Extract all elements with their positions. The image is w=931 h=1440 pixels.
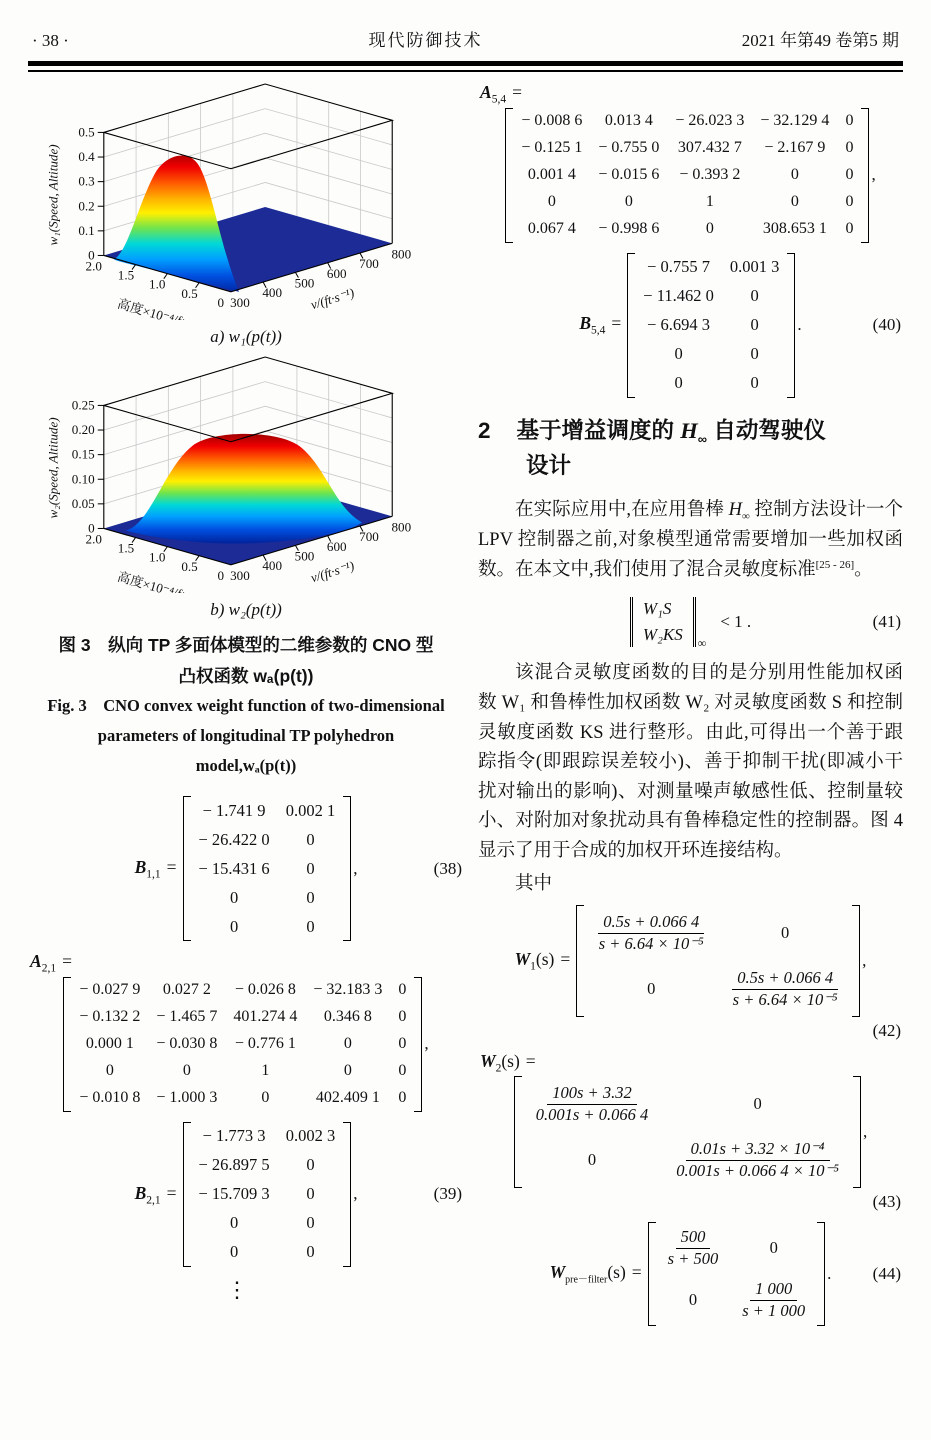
figure3-caption-en-line2: parameters of longitudinal TP polyhedron [97,725,395,745]
matrix-cell: 0.000 1 [85,1035,134,1053]
norm-bar-right [693,597,696,647]
matrix-cell: − 1.000 3 [156,1089,218,1107]
matrix-cell: 0 [306,887,315,907]
equation-number: (42) [872,1020,901,1040]
matrix-A54-label: $A_{5,4}$ = [480,82,522,106]
matrix-cell: 0 [845,193,854,210]
punctuation: , [353,1184,358,1204]
matrix-cell: 0 [845,166,854,183]
matrix-cell: − 26.897 5 [198,1155,270,1175]
matrix-zero: 0 [688,1290,698,1310]
matrix-cell: 0 [261,1089,270,1107]
punctuation: , [424,1034,429,1054]
subplot-a-caption: a) w₁(p(t)) [210,327,282,346]
z-tick: 0.10 [71,471,95,487]
punctuation: . [827,1264,832,1284]
bracket-right [343,1122,351,1267]
issue-info: 2021 年第49 卷第5 期 [741,31,899,50]
matrix-cell: 1 [261,1062,270,1080]
bracket-right [817,1222,825,1326]
surface-plot-b [28,355,464,593]
matrix-cell: − 1.773 3 [202,1126,266,1146]
depth-tick: 0 [217,567,225,583]
punctuation: , [862,1122,868,1142]
v-tick: 700 [359,529,379,545]
figure3-caption-en [28,691,464,780]
equation-number: (39) [433,1184,462,1204]
matrix-cell: 0 [306,1213,315,1233]
fraction-denominator: s + 1 000 [742,1301,806,1321]
fraction-numerator: 0.5s + 0.066 4 [598,912,704,934]
section-title-post: 自动驾驶仪 [707,417,826,443]
depth-tick: 0.5 [181,285,198,301]
equation-number: (40) [872,315,901,334]
z-tick: 0 [88,520,95,536]
h-infinity-symbol: H [728,500,742,521]
depth-axis-label: 高度×10⁻⁴/ft [115,568,188,593]
bracket-left [63,977,71,1112]
matrix-cell: 0 [790,193,799,210]
subplot-b-caption: b) w₂(p(t)) [210,600,282,619]
journal-title: 现代防御技术 [368,31,483,50]
matrix-cell: 0.001 4 [527,166,576,183]
matrix-cell: − 32.183 3 [313,981,383,999]
section-title-line2: 设计 [526,453,572,479]
matrix-cell: 0 [750,344,759,363]
matrix-cell: − 1.741 9 [202,800,266,820]
bracket-left [627,253,635,398]
depth-tick: 1.5 [117,267,135,283]
paragraph-1: 在实际应用中,在应用鲁棒 $H_\infty$ 控制方法设计一个 LPV 控制器之前,对象模型通常需要增加一些加权函数。在本文中,我们使用了混合灵敏度标准[25 - 26]。 [478,500,903,580]
bracket-right [852,905,860,1017]
matrix-cell: 0 [790,166,799,183]
depth-tick: 2.0 [85,531,102,547]
bracket-left [183,1122,191,1267]
matrix-cell: − 0.998 6 [598,220,660,237]
matrix-B11 [183,796,352,941]
z-tick: 0.3 [78,173,95,189]
matrix-cell: − 0.776 1 [234,1035,296,1053]
matrix-cell: 401.274 4 [233,1008,298,1026]
depth-tick: 1.0 [149,276,166,292]
equation-42 [478,905,903,1017]
matrix-cell: 1 [705,193,714,210]
bracket-left [505,108,513,243]
bracket-right [414,977,422,1112]
matrix-cell: 0.027 2 [162,981,211,999]
fraction-numerator: 500 [676,1227,711,1249]
z-axis-label: w₁(Speed, Altitude) [45,144,61,246]
matrix-cell: − 0.015 6 [598,166,660,183]
matrix-zero: 0 [753,1094,762,1114]
fraction-denominator: s + 6.64 × 10⁻⁵ [732,989,838,1009]
matrix-cell: 0 [845,112,854,129]
fraction-denominator: s + 6.64 × 10⁻⁵ [598,933,704,953]
bracket-left [183,796,191,941]
matrix-cell: − 0.125 1 [521,139,583,156]
matrix-cell: 0 [229,916,239,936]
surface-dome [126,434,362,544]
equation-number: (41) [872,612,901,632]
matrix-cell: 0 [398,1035,407,1053]
z-tick: 0 [88,247,95,263]
W2-label: $W_2(s)$ = [480,1050,536,1075]
fraction-denominator: 0.001s + 0.066 4 [535,1105,649,1125]
matrix-zero: 0 [769,1238,778,1258]
matrix-cell: 0 [398,1062,407,1080]
matrix-cell: 0 [547,193,556,210]
matrix-cell: − 26.422 0 [198,829,270,849]
figure3-caption-zh-line2: 凸权函数 wₐ(p(t)) [178,665,314,686]
matrix-A21-row [28,977,464,1112]
fraction-denominator: 0.001s + 0.066 4 × 10⁻⁵ [676,1161,839,1181]
matrix-cell: − 11.462 0 [643,286,714,305]
matrix-cell: − 0.027 9 [79,981,141,999]
depth-tick: 2.0 [85,258,102,274]
relation: < 1 . [720,612,752,632]
matrix-cell: 0 [306,916,315,936]
bracket-right [787,253,795,398]
v-tick: 600 [326,538,347,554]
z-tick: 0.4 [78,149,95,165]
page-header [28,20,903,59]
v-tick: 700 [359,256,379,272]
W1-label: $W_1(s)$ = [514,948,571,973]
figure3-caption-zh [28,630,464,691]
z-axis-label: w₂(Speed, Altitude) [45,417,61,519]
v-tick: 800 [391,519,412,535]
v-tick: 300 [230,294,250,310]
matrix-W1 [576,905,860,1017]
figure3-caption-zh-line1: 图 3 纵向 TP 多面体模型的二维参数的 CNO 型 [58,635,434,655]
matrix-A21 [63,977,422,1112]
z-tick: 0.15 [71,446,95,462]
equation-44 [478,1222,903,1326]
matrix-cell: 0 [229,1213,239,1233]
matrix-A54-row [478,108,903,243]
matrix-zero: 0 [587,1150,597,1170]
citation-ref: [25 - 26] [815,558,855,571]
matrix-cell: − 0.010 8 [79,1089,141,1107]
header-rule-thick [28,61,903,66]
fraction-numerator: 100s + 3.32 [547,1083,636,1105]
matrix-cell: − 0.132 2 [79,1008,141,1026]
z-tick: 0.2 [78,198,95,214]
equation-38 [28,796,464,941]
matrix-cell: 0.001 3 [729,257,780,276]
matrix-B11-label: $B_{1,1}$ = [134,857,177,881]
matrix-cell: 0 [845,220,854,237]
punctuation: , [353,858,358,878]
matrix-cell: 0.067 4 [527,220,576,237]
matrix-cell: 0 [229,1242,239,1262]
z-tick: 0.05 [71,495,95,511]
infinity-subscript: ∞ [697,636,707,651]
equation-number: (38) [433,858,462,878]
right-column [478,82,903,1336]
matrix-cell: 0 [182,1062,191,1080]
punctuation: . [797,315,802,334]
punctuation: , [862,950,867,970]
bracket-right [853,1076,861,1188]
matrix-cell: 0 [229,887,239,907]
depth-tick: 1.5 [117,540,135,556]
section-title-pre: 基于增益调度的 [516,417,681,443]
matrix-cell: − 0.026 8 [234,981,296,999]
equation-41 [478,597,903,651]
fraction-numerator: 0.01s + 3.32 × 10⁻⁴ [686,1139,830,1161]
matrix-cell: − 32.129 4 [760,112,830,129]
matrix-cell: − 0.030 8 [156,1035,218,1053]
norm-row-1: W₁S [642,599,672,619]
matrix-cell: 0 [845,139,854,156]
matrix-cell: 0 [306,1155,315,1175]
matrix-zero: 0 [781,922,790,942]
v-tick: 400 [262,285,283,301]
z-tick: 0.1 [78,222,95,238]
section-2-heading [478,414,903,485]
equation-39 [28,1122,464,1267]
section-number: 2 [478,417,491,443]
fraction-numerator: 0.5s + 0.066 4 [732,968,838,990]
matrix-cell: 0 [674,373,683,392]
matrix-cell: − 0.008 6 [521,112,583,129]
matrix-zero: 0 [647,978,656,998]
matrix-cell: 0 [674,344,683,363]
bracket-left [648,1222,656,1326]
figure3-caption-en-line3: model,wₐ(p(t)) [195,755,297,775]
depth-tick: 1.0 [149,549,166,565]
matrix-cell: 0.013 4 [604,112,653,129]
matrix-W2 [514,1076,861,1188]
z-tick: 0.20 [71,422,95,438]
depth-tick: 0 [217,294,225,310]
equation-number: (44) [872,1264,901,1284]
v-axis-label: v/(ft·s⁻¹) [308,557,356,586]
z-tick: 0.25 [71,397,95,413]
matrix-cell: 0 [624,193,633,210]
matrix-cell: 0.346 8 [323,1008,372,1026]
matrix-cell: − 15.431 6 [198,858,270,878]
infinity-subscript: ∞ [697,431,708,446]
matrix-cell: − 6.694 3 [647,315,711,334]
matrix-cell: 402.409 1 [315,1089,380,1107]
matrix-cell: 0 [306,1184,315,1204]
matrix-cell: 0 [750,315,759,334]
v-tick: 300 [230,567,250,583]
matrix-cell: 0.002 3 [285,1126,336,1146]
matrix-cell: − 0.755 7 [647,257,711,276]
matrix-cell: 0 [705,220,714,237]
depth-axis-label: 高度×10⁻⁴/ft [115,295,188,320]
matrix-B21-label: $B_{2,1}$ = [134,1182,177,1207]
matrix-cell: 0 [750,373,759,392]
matrix-cell: − 1.465 7 [156,1008,218,1026]
norm-expression [630,597,752,651]
header-rule-thin [28,70,903,72]
matrix-A21-label: $A_{2,1}$ = [30,951,72,975]
matrix-cell: 308.653 1 [762,220,827,237]
matrix-cell: − 26.023 3 [675,112,745,129]
equation-40 [478,253,903,398]
fraction-numerator: 1 000 [750,1279,797,1301]
bracket-right [343,796,351,941]
h-infinity-symbol: H [680,417,698,443]
v-tick: 400 [262,558,283,574]
matrix-Wprefilter [648,1222,826,1326]
depth-tick: 0.5 [181,558,198,574]
matrix-cell: 0 [105,1062,114,1080]
matrix-A54 [505,108,869,243]
matrix-cell: 0 [306,829,315,849]
qizhong-line: 其中 [515,873,553,894]
matrix-cell: 0 [343,1035,352,1053]
punctuation: , [871,165,876,184]
z-tick: 0.5 [78,124,95,140]
paragraph-2: 该混合灵敏度函数的目的是分别用性能加权函数 W₁ 和鲁棒性加权函数 W₂ 对灵敏度函数 S 和控制灵敏度函数 KS 进行整形。由此,可得出一个善于跟踪指令(即跟踪误差较小)、善于抑制干扰(即减小干扰对输出的影响)、对测量噪声敏感性低、控制量较小、对附加对象扰动具有鲁棒稳定性的控制器。图 4 显示了用于合成的加权开环连接结构。 [478,663,903,862]
matrix-cell: 0.002 1 [285,800,336,820]
matrix-cell: − 0.755 0 [598,139,660,156]
matrix-cell: 0 [750,286,759,305]
matrix-cell: − 0.393 2 [679,166,741,183]
matrix-cell: 307.432 7 [677,139,742,156]
Wprefilter-label: $W_{pre-filter}(s)$ = [549,1262,642,1286]
v-tick: 800 [391,246,412,262]
matrix-cell: 0 [306,858,315,878]
bracket-right [861,108,869,243]
fraction-denominator: s + 500 [667,1249,719,1269]
matrix-B21 [183,1122,352,1267]
matrix-cell: − 2.167 9 [764,139,826,156]
matrix-W2-row [478,1076,903,1188]
matrix-B54 [627,253,795,398]
matrix-cell: 0 [398,1008,407,1026]
v-tick: 500 [294,548,315,564]
equation-number: (43) [872,1192,901,1212]
matrix-cell: 0 [306,1242,315,1262]
bracket-left [514,1076,522,1188]
left-column [28,82,464,1336]
matrix-cell: 0 [343,1062,352,1080]
figure3-caption-en-line1: Fig. 3 CNO convex weight function of two-dimensional [47,696,445,716]
v-axis-label: v/(ft·s⁻¹) [308,284,356,313]
matrix-cell: 0 [398,981,407,999]
surface-plot-a [28,82,464,320]
matrix-cell: 0 [398,1089,407,1107]
matrix-B54-label: $B_{5,4}$ = [579,313,622,337]
page-number: · 38 · [32,31,69,50]
vertical-ellipsis: ⋮ [226,1276,248,1302]
bracket-left [576,905,584,1017]
norm-row-2: W₂KS [642,625,683,645]
v-tick: 500 [294,275,315,291]
v-tick: 600 [326,265,347,281]
matrix-cell: − 15.709 3 [198,1184,270,1204]
